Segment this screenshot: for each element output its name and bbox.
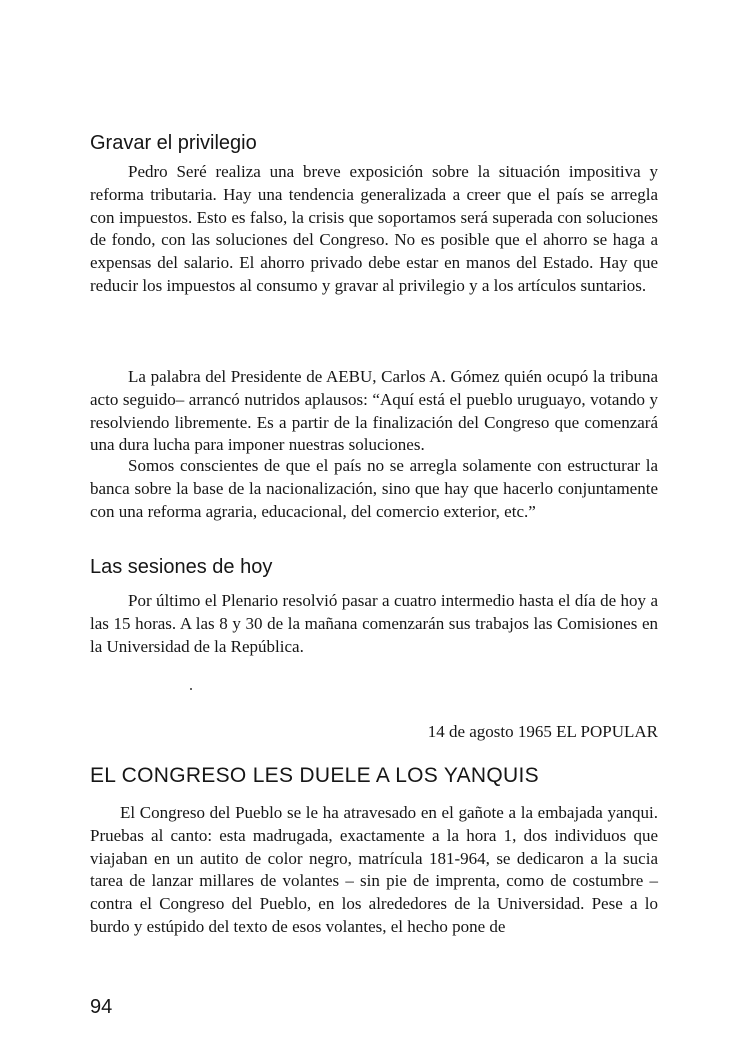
article-title: EL CONGRESO LES DUELE A LOS YANQUIS	[90, 764, 539, 787]
paragraph-article-1: El Congreso del Pueblo se le ha atravesado en el gañote a la embajada yanqui. Pruebas al canto: esta madrugada, exactamente a la hora 1, dos individuos que viajaban en un autito de color negro, matrícula 181-964, se dedicaron a la sucia tarea de lanzar millares de volantes – sin pie de imprenta, como de costumbre – contra el Congreso del Pueblo, en los alrededores de la Universidad. Pese a lo burdo y estúpido del texto de esos volantes, el hecho pone de	[90, 803, 658, 936]
paragraph-sesiones-1: Por último el Plenario resolvió pasar a cuatro intermedio hasta el día de hoy a las 15 horas. A las 8 y 30 de la mañana comenzarán sus trabajos las Comisiones en la Universidad de la República.	[90, 591, 658, 656]
print-speck	[190, 688, 192, 690]
page-number: 94	[90, 996, 113, 1018]
paragraph-privilegio-3: Somos conscientes de que el país no se arregla solamente con estructurar la banca sobre la base de la nacionalización, sino que hay que hacerlo conjuntamente con una reforma agraria, educacional, del comercio exterior, etc.”	[90, 456, 658, 521]
section-heading-sesiones: Las sesiones de hoy	[90, 556, 273, 578]
section-heading-privilegio: Gravar el privilegio	[90, 132, 257, 154]
dateline: 14 de agosto 1965 EL POPULAR	[427, 722, 658, 741]
paragraph-privilegio-2: La palabra del Presidente de AEBU, Carlos A. Gómez quién ocupó la tribuna acto seguido– arrancó nutridos aplausos: “Aquí está el pueblo uruguayo, votando y resolviendo libremente. Es a partir de la finalización del Congreso que comenzará una dura lucha para imponer nuestras soluciones.	[90, 367, 658, 455]
paragraph-privilegio-1: Pedro Seré realiza una breve exposición sobre la situación impositiva y reforma tributaria. Hay una tendencia generalizada a creer que el país se arregla con impuestos. Esto es falso, la crisis que soportamos será superada con soluciones de fondo, con las soluciones del Congreso. No es posible que el ahorro se haga a expensas del salario. El ahorro privado debe estar en manos del Estado. Hay que reducir los impuestos al consumo y gravar al privilegio y a los artículos suntarios.	[90, 162, 658, 295]
